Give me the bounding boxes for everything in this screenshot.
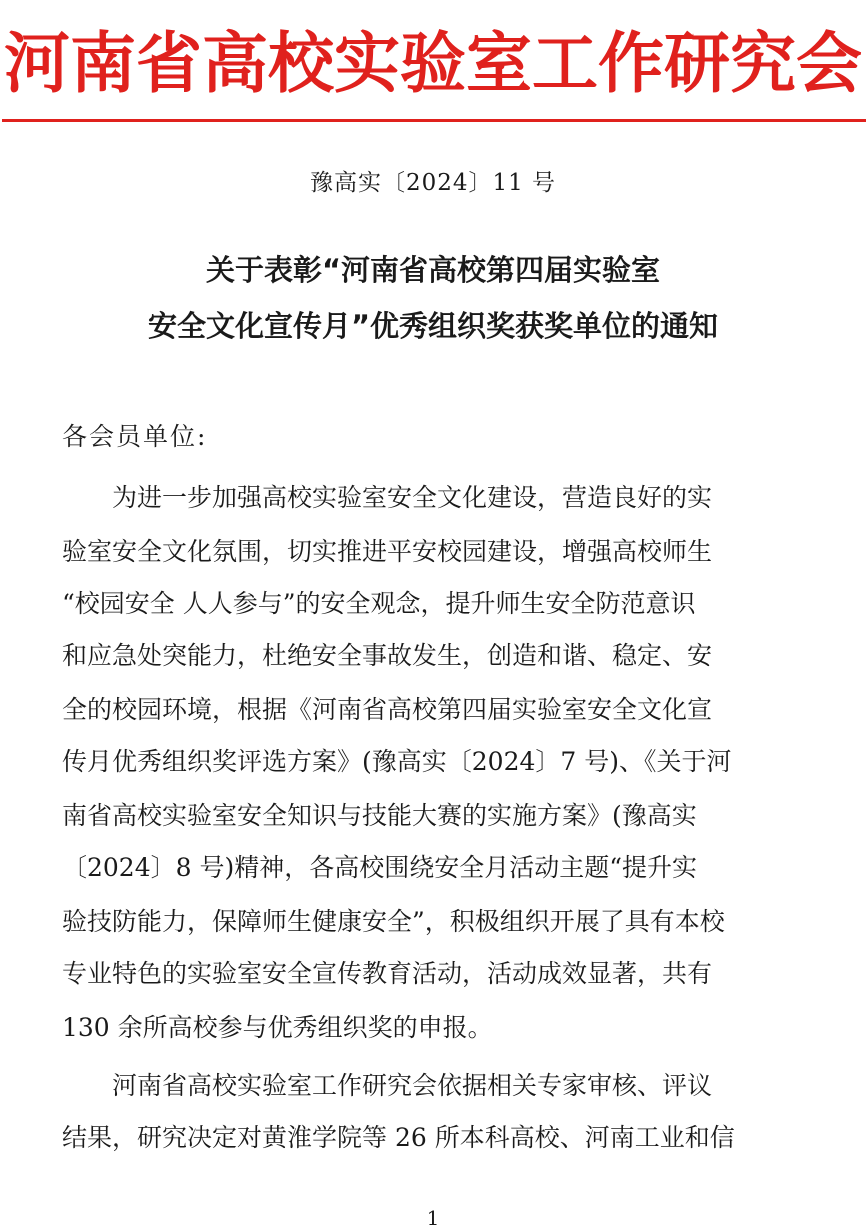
body-line: 河南省高校实验室工作研究会依据相关专家审核、评议 (62, 1071, 713, 1100)
body-line: 验技防能力，保障师生健康安全”，积极组织开展了具有本校 (62, 907, 725, 936)
salutation: 各会员单位: (62, 422, 208, 451)
body-line: 传月优秀组织奖评选方案》(豫高实〔2024〕7 号)、《关于河 (62, 747, 732, 776)
body-line: 南省高校实验室安全知识与技能大赛的实施方案》(豫高实 (62, 801, 697, 830)
body-line: 专业特色的实验室安全宣传教育活动，活动成效显著，共有 (62, 959, 713, 988)
masthead-red-rule (2, 119, 866, 122)
body-line: 验室安全文化氛围，切实推进平安校园建设，增强高校师生 (62, 537, 713, 566)
body-line: 全的校园环境，根据《河南省高校第四届实验室安全文化宣 (62, 695, 713, 724)
body-line: “校园安全 人人参与”的安全观念，提升师生安全防范意识 (62, 589, 696, 618)
page-number: 1 (426, 1206, 440, 1230)
document-number: 豫高实〔2024〕11 号 (309, 170, 557, 196)
notice-title-line-1: 关于表彰“河南省高校第四届实验室 (205, 253, 661, 287)
masthead-org-name: 河南省高校实验室工作研究会 (4, 24, 862, 102)
body-line: 结果，研究决定对黄淮学院等 26 所本科高校、河南工业和信 (62, 1123, 735, 1152)
body-line: 和应急处突能力，杜绝安全事故发生，创造和谐、稳定、安 (62, 641, 713, 670)
notice-title-line-2: 安全文化宣传月”优秀组织奖获奖单位的通知 (147, 309, 719, 343)
body-line: 为进一步加强高校实验室安全文化建设，营造良好的实 (62, 483, 713, 512)
body-line: 〔2024〕8 号)精神，各高校围绕安全月活动主题“提升实 (62, 853, 698, 882)
body-line: 130 余所高校参与优秀组织奖的申报。 (62, 1013, 493, 1042)
